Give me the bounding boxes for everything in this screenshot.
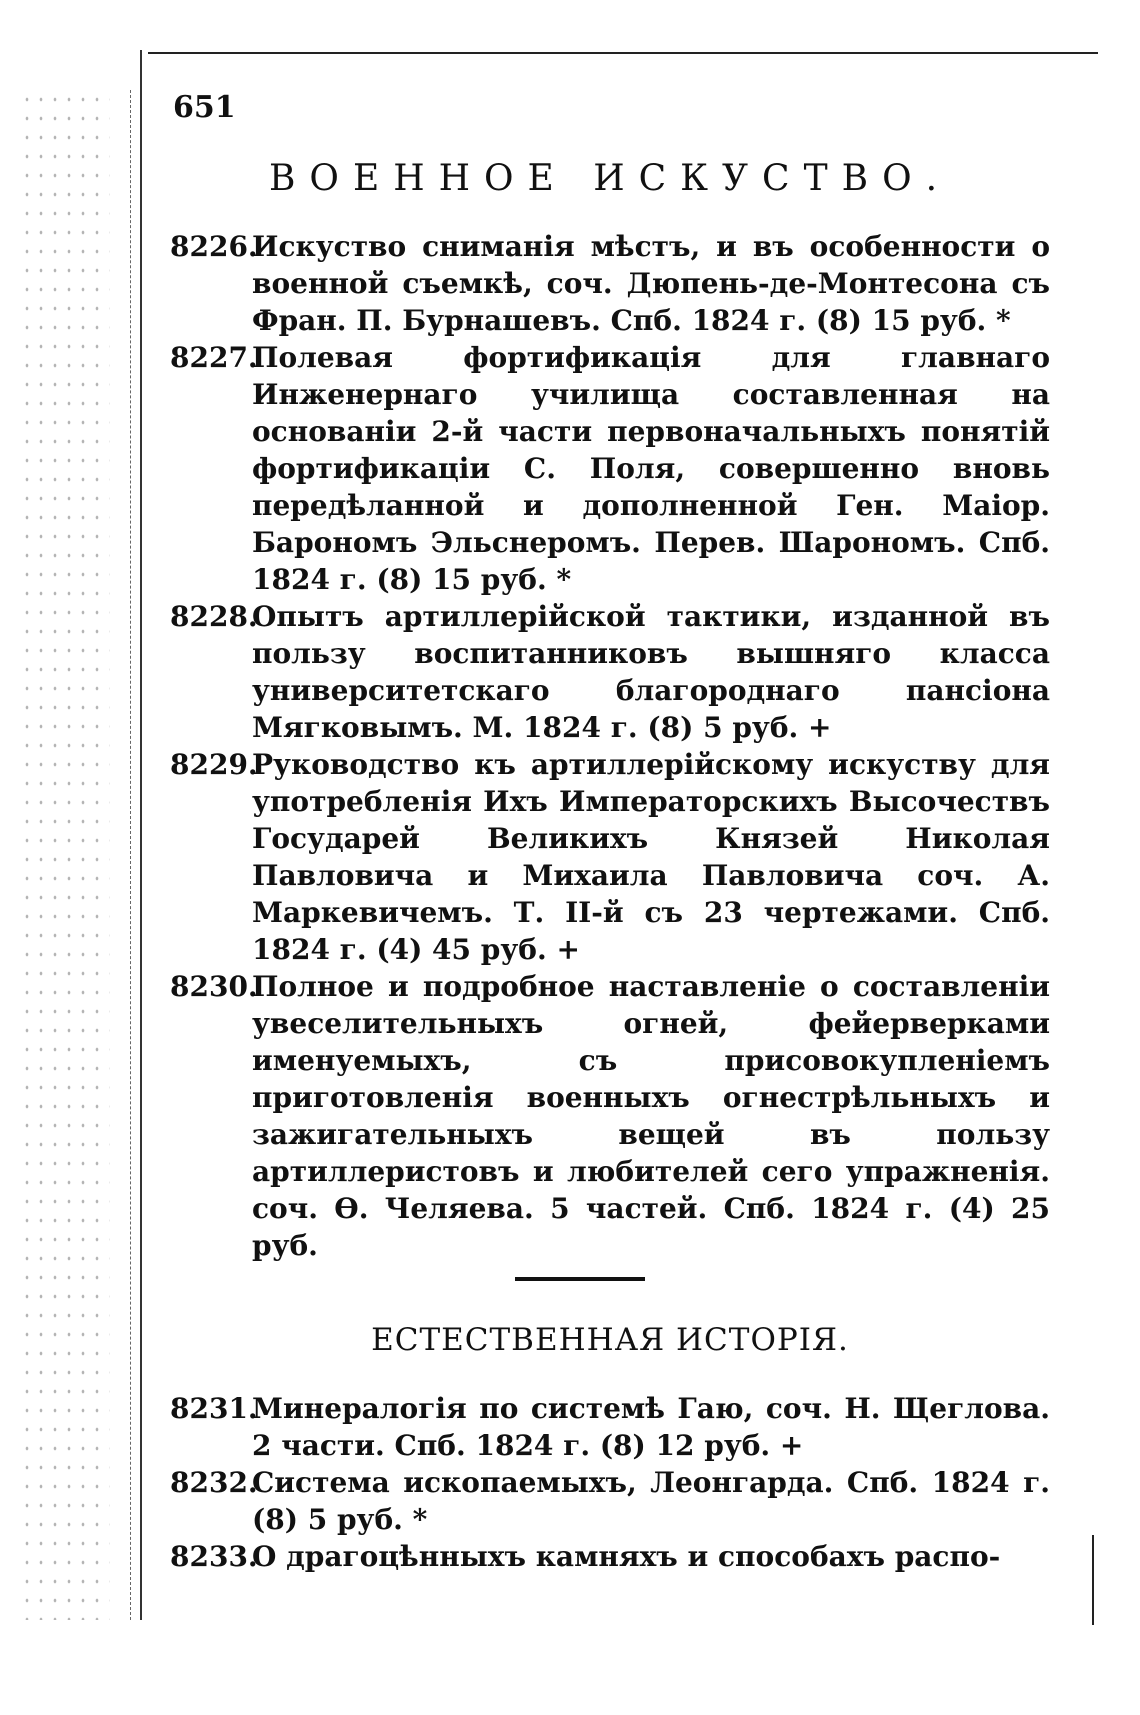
section-title-natural-history: ЕСТЕСТВЕННАЯ ИСТОРІЯ. [371,1322,849,1358]
section-title-military-art: ВОЕННОЕ ИСКУСТВО. [268,158,952,199]
catalog-entry [170,1390,1050,1464]
entry-number: 8233. [170,1540,258,1573]
catalog-entry [170,746,1050,968]
entry-text: Опытъ артиллерійской тактики, изданной въ пользу воспитанниковъ вышняго класса университетскаго благороднаго пансіона Мягковымъ. М. 1824 г. (8) 5 руб. + [252,600,1050,744]
left-margin-rule [140,50,142,1620]
scan-edge-noise [20,90,110,1620]
entry-number: 8230. [170,970,258,1003]
entry-number: 8229. [170,748,258,781]
entry-text: Полное и подробное наставленіе о составленіи увеселительныхъ огней, фейерверками именуемыхъ, съ присовокупленіемъ приготовленія военныхъ огнестрѣльныхъ и зажигательныхъ вещей въ пользу артиллеристовъ и любителей сего упражненія. соч. Ѳ. Челяева. 5 частей. Спб. 1824 г. (4) 25 руб. [252,970,1050,1262]
catalog-entry [170,598,1050,746]
page-number: 651 [173,90,236,125]
catalog-entry [170,339,1050,598]
left-margin-rule-faint [130,90,131,1620]
entry-number: 8231. [170,1392,258,1425]
entry-number: 8228. [170,600,258,633]
entry-text: Система ископаемыхъ, Леонгарда. Спб. 1824 г. (8) 5 руб. * [252,1466,1050,1536]
entry-text: Руководство къ артиллерійскому искуству для употребленія Ихъ Императорскихъ Высочествъ Государей Великихъ Князей Николая Павловича и Михаила Павловича соч. А. Маркевичемъ. Т. II-й съ 23 чертежами. Спб. 1824 г. (4) 45 руб. + [252,748,1050,966]
catalog-entry [170,968,1050,1264]
entry-text: Минералогія по системѣ Гаю, соч. Н. Щеглова. 2 части. Спб. 1824 г. (8) 12 руб. + [252,1392,1050,1462]
entry-text: О драгоцѣнныхъ камняхъ и способахъ распо- [252,1540,1001,1573]
entry-number: 8232. [170,1466,258,1499]
catalog-entry [170,228,1050,339]
top-rule [148,52,1098,54]
entry-list-natural-history [170,1390,1050,1575]
entry-number: 8227. [170,341,258,374]
catalog-entry [170,1538,1050,1575]
entry-text: Полевая фортификація для главнаго Инженернаго училища составленная на основаніи 2-й части первоначальныхъ понятій фортификаціи С. Поля, совершенно вновь передѣланной и дополненной Ген. Маіор. Барономъ Эльснеромъ. Перев. Шарономъ. Спб. 1824 г. (8) 15 руб. * [252,341,1050,596]
entry-text: Искуство сниманія мѣстъ, и въ особенности о военной съемкѣ, соч. Дюпень-де-Монтесона съ Фран. П. Бурнашевъ. Спб. 1824 г. (8) 15 руб. * [252,230,1050,337]
section-divider [515,1277,645,1281]
catalog-entry [170,1464,1050,1538]
entry-list-military-art [170,228,1050,1264]
right-margin-mark [1092,1535,1094,1625]
entry-number: 8226. [170,230,258,263]
